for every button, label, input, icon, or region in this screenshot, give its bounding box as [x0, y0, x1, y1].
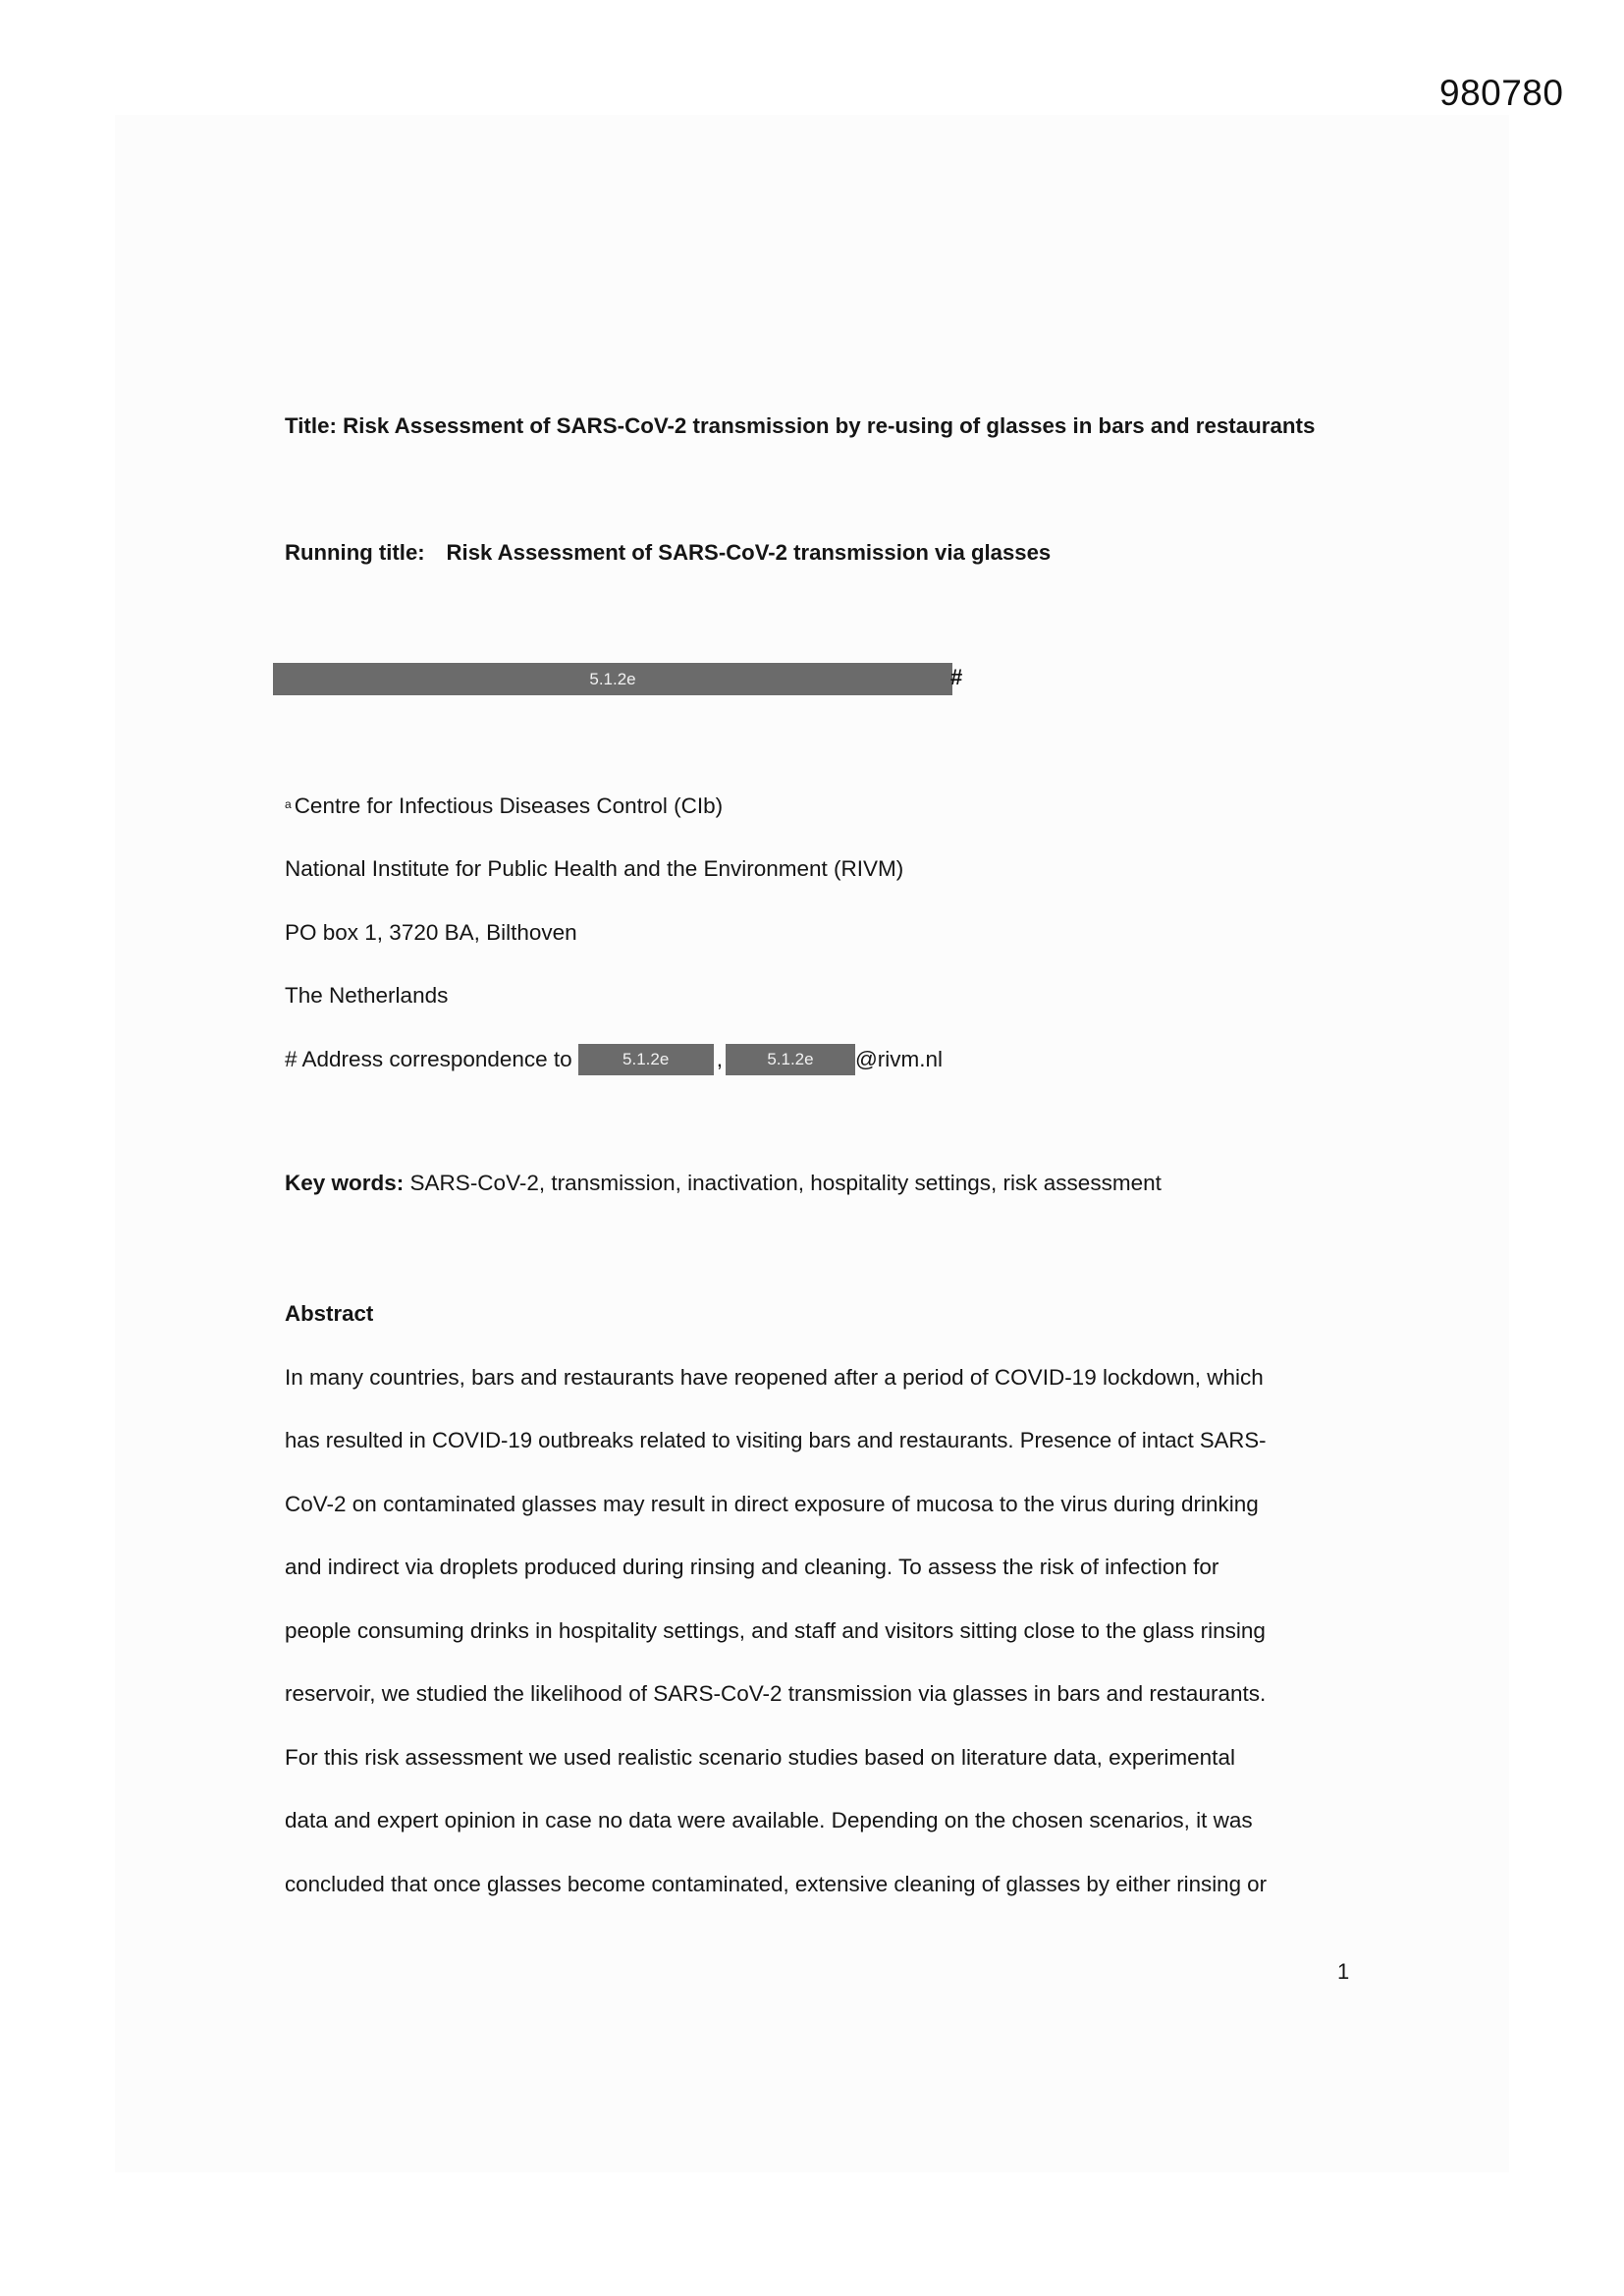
email-domain: @rivm.nl: [854, 1047, 944, 1071]
paper-title: Risk Assessment of SARS-CoV-2 transmission by re-using of glasses in bars and restaurants: [343, 413, 1316, 438]
abstract-line: In many countries, bars and restaurants have reopened after a period of COVID-19 lockdown, which: [285, 1365, 1264, 1390]
affiliation-centre: Centre for Infectious Diseases Control (CIb): [294, 793, 724, 818]
keywords-label: Key words:: [285, 1171, 405, 1195]
affiliation-line: [285, 792, 723, 821]
page-number: 1: [1337, 1959, 1350, 1984]
abstract-line: people consuming drinks in hospitality settings, and staff and visitors sitting close to the glass rinsing: [285, 1618, 1266, 1643]
abstract-line: has resulted in COVID-19 outbreaks related to visiting bars and restaurants. Presence of intact SARS-: [285, 1428, 1267, 1452]
email-redaction-2: 5.1.2e: [726, 1044, 855, 1075]
abstract-line: CoV-2 on contaminated glasses may result in direct exposure of mucosa to the virus during drinking: [285, 1492, 1259, 1516]
document-id-stamp: 980780: [1439, 73, 1564, 113]
running-title-label: Running title:: [285, 540, 425, 565]
affiliation-address: PO box 1, 3720 BA, Bilthoven: [285, 920, 577, 945]
affiliation-superscript: a: [285, 797, 292, 811]
running-title-line: [285, 538, 1051, 568]
correspondence-marker: #: [950, 665, 963, 689]
correspondence-separator: ,: [716, 1047, 723, 1071]
title-line: [285, 411, 1315, 441]
title-label: Title:: [285, 413, 337, 438]
redaction-code: 5.1.2e: [589, 669, 636, 688]
correspondence-line: [285, 1044, 943, 1075]
keywords-list: SARS-CoV-2, transmission, inactivation, hospitality settings, risk assessment: [409, 1171, 1162, 1195]
abstract-line: concluded that once glasses become contaminated, extensive cleaning of glasses by either rinsing or: [285, 1872, 1268, 1896]
abstract-heading: Abstract: [285, 1301, 374, 1326]
abstract-line: For this risk assessment we used realistic scenario studies based on literature data, experimental: [285, 1745, 1235, 1770]
running-title: Risk Assessment of SARS-CoV-2 transmission via glasses: [446, 540, 1052, 565]
affiliation-country: The Netherlands: [285, 983, 449, 1008]
correspondence-prefix: # Address correspondence to: [285, 1047, 572, 1071]
affiliation-institute: National Institute for Public Health and the Environment (RIVM): [285, 856, 904, 881]
abstract-line: data and expert opinion in case no data were available. Depending on the chosen scenarios, it was: [285, 1808, 1253, 1832]
email-redaction-1: 5.1.2e: [578, 1044, 714, 1075]
author-redaction-block: [273, 663, 952, 695]
keywords-line: [285, 1169, 1162, 1198]
abstract-line: reservoir, we studied the likelihood of SARS-CoV-2 transmission via glasses in bars and restaurants.: [285, 1681, 1267, 1706]
abstract-line: and indirect via droplets produced during rinsing and cleaning. To assess the risk of infection for: [285, 1555, 1219, 1579]
